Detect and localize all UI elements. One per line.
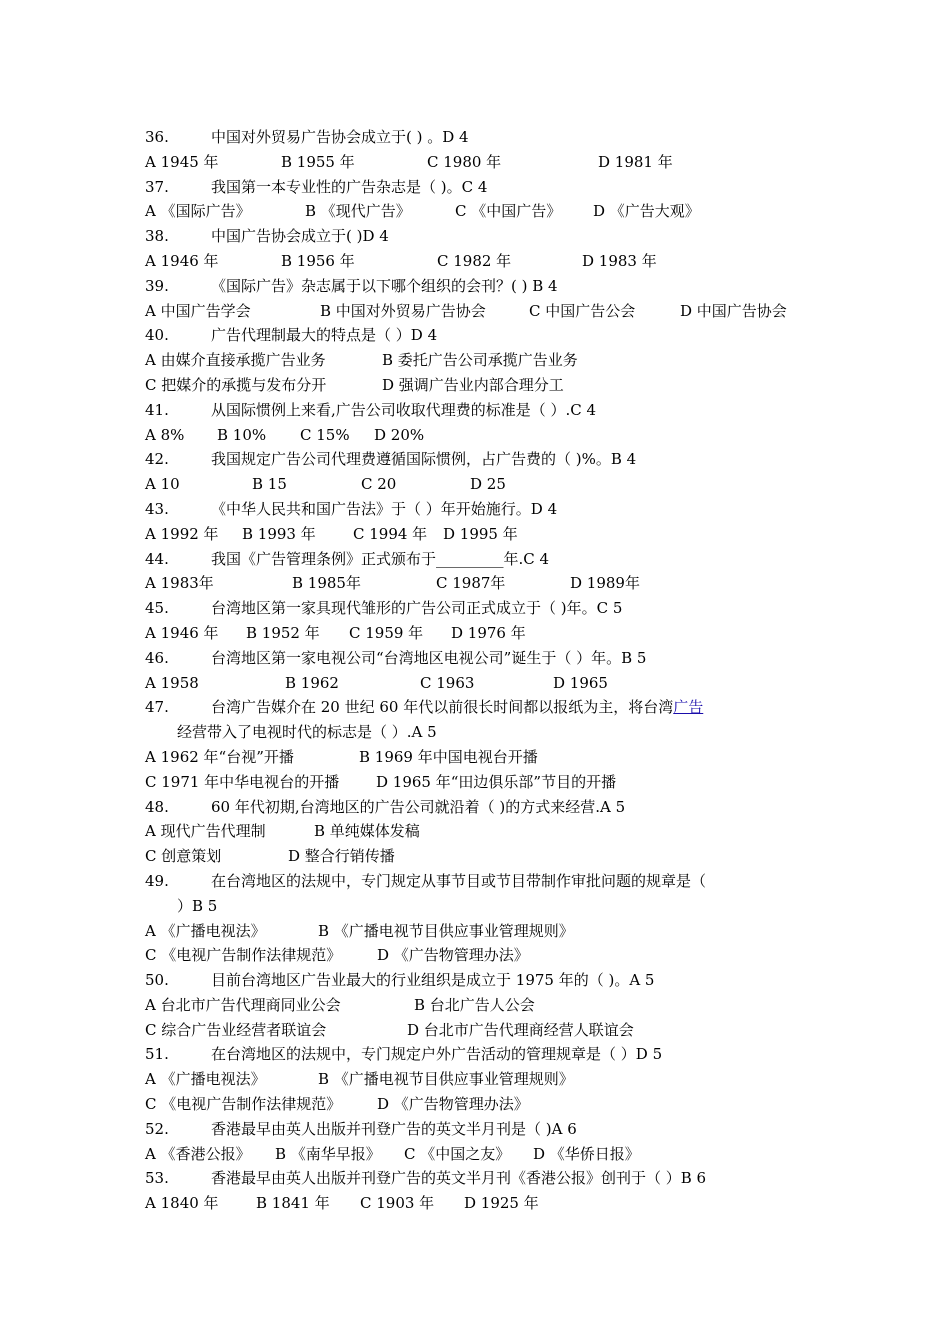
answer-option: D 《广告物管理办法》: [377, 946, 529, 965]
question-number: 51.: [145, 1045, 169, 1064]
answer-option: D 《广告物管理办法》: [377, 1095, 529, 1114]
answer-option: D 25: [470, 475, 506, 494]
answer-option: D 台北市广告代理商经营人联谊会: [407, 1020, 634, 1039]
question-block: [145, 547, 815, 597]
question-number: 38.: [145, 227, 169, 246]
question-text-continued: ）B 5: [177, 896, 218, 915]
answer-option: D 1981 年: [598, 152, 673, 171]
answer-option: B 1969 年中国电视台开播: [359, 747, 538, 766]
answer-option: C 1903 年: [360, 1194, 435, 1213]
question-text: 广告代理制最大的特点是（ ）D 4: [211, 326, 438, 345]
answer-option: D 1965 年“田边俱乐部”节目的开播: [376, 772, 617, 791]
options-row: [145, 844, 815, 869]
question-line: [145, 869, 815, 919]
answer-option: B 台北广告人公会: [414, 995, 535, 1014]
answer-option: C 综合广告业经营者联谊会: [145, 1020, 327, 1039]
options-row: [145, 249, 815, 274]
answer-option: C 把媒介的承揽与发布分开: [145, 375, 327, 394]
question-block: [145, 224, 815, 274]
question-line: [145, 224, 815, 249]
answer-option: B 1993 年: [242, 524, 316, 543]
options-row: [145, 745, 815, 770]
answer-option: A 1840 年: [145, 1194, 219, 1213]
options-row: [145, 919, 815, 944]
answer-option: B 10%: [217, 425, 267, 444]
question-text: 我国《广告管理条例》正式颁布于_________年.C 4: [211, 549, 550, 568]
question-line: [145, 968, 815, 993]
question-line: [145, 596, 815, 621]
options-row: [145, 621, 815, 646]
answer-option: D 1989年: [570, 574, 640, 593]
answer-option: B 1955 年: [281, 152, 355, 171]
question-line: [145, 175, 815, 200]
answer-option: C 1980 年: [427, 152, 502, 171]
options-row: [145, 472, 815, 497]
options-row: [145, 423, 815, 448]
answer-option: D 整合行销传播: [288, 847, 395, 866]
question-text: 我国第一本专业性的广告杂志是（ )。C 4: [211, 177, 488, 196]
question-block: [145, 447, 815, 497]
question-block: [145, 274, 815, 324]
answer-option: D 20%: [374, 425, 425, 444]
answer-option: D 1983 年: [582, 251, 657, 270]
options-row: [145, 1092, 815, 1117]
question-list: [145, 125, 815, 1216]
options-row: [145, 943, 815, 968]
answer-option: B 15: [252, 475, 287, 494]
question-line: [145, 274, 815, 299]
answer-option: A 1946 年: [145, 251, 219, 270]
answer-option: C 中国广告公会: [529, 301, 636, 320]
answer-option: A 《香港公报》: [145, 1144, 251, 1163]
answer-option: B 《现代广告》: [305, 202, 411, 221]
options-row: [145, 1018, 815, 1043]
question-text: 《国际广告》杂志属于以下哪个组织的会刊？( ) B 4: [211, 276, 558, 295]
answer-option: C 《电视广告制作法律规范》: [145, 1095, 342, 1114]
question-text: 从国际惯例上来看,广告公司收取代理费的标准是（ ）.C 4: [211, 400, 597, 419]
question-block: [145, 869, 815, 968]
question-line: [145, 398, 815, 423]
question-text: 台湾地区第一家具现代雏形的广告公司正式成立于（ )年。C 5: [211, 599, 623, 618]
options-row: [145, 150, 815, 175]
answer-option: B 委托广告公司承揽广告业务: [382, 351, 578, 370]
answer-option: A 《国际广告》: [145, 202, 251, 221]
answer-option: A 台北市广告代理商同业公会: [145, 995, 341, 1014]
options-row: [145, 348, 815, 373]
question-line: [145, 695, 815, 745]
question-line: [145, 447, 815, 472]
question-line: [145, 323, 815, 348]
question-number: 41.: [145, 400, 169, 419]
question-number: 49.: [145, 871, 169, 890]
question-block: [145, 596, 815, 646]
answer-option: C 《中国之友》: [404, 1144, 511, 1163]
question-number: 44.: [145, 549, 169, 568]
answer-option: C 1987年: [436, 574, 506, 593]
answer-option: A 中国广告学会: [145, 301, 251, 320]
answer-option: A 1958: [145, 673, 199, 692]
question-line: [145, 547, 815, 572]
question-text: 香港最早由英人出版并刊登广告的英文半月刊《香港公报》创刊于（ ）B 6: [211, 1169, 707, 1188]
question-number: 40.: [145, 326, 169, 345]
answer-option: B 《广播电视节目供应事业管理规则》: [318, 1070, 574, 1089]
options-row: [145, 571, 815, 596]
answer-option: A 1962 年“台视”开播: [145, 747, 294, 766]
options-row: [145, 671, 815, 696]
question-number: 52.: [145, 1119, 169, 1138]
question-number: 46.: [145, 648, 169, 667]
options-row: [145, 522, 815, 547]
answer-option: B 1962: [285, 673, 339, 692]
answer-option: C 1994 年: [353, 524, 428, 543]
answer-option: A 由媒介直接承揽广告业务: [145, 351, 326, 370]
answer-option: C 创意策划: [145, 847, 222, 866]
answer-option: C 1982 年: [437, 251, 512, 270]
question-number: 37.: [145, 177, 169, 196]
answer-option: A 《广播电视法》: [145, 1070, 266, 1089]
answer-option: D 《广告大观》: [593, 202, 700, 221]
question-line: [145, 1042, 815, 1067]
answer-option: B 中国对外贸易广告协会: [320, 301, 486, 320]
question-text-continued: 经营带入了电视时代的标志是（ ）.A 5: [177, 723, 437, 742]
options-row: [145, 199, 815, 224]
answer-option: D 1976 年: [451, 623, 526, 642]
question-text: 60 年代初期,台湾地区的广告公司就沿着（ )的方式来经营.A 5: [211, 797, 626, 816]
answer-option: D 1965: [553, 673, 608, 692]
question-number: 36.: [145, 128, 169, 146]
answer-option: A 1946 年: [145, 623, 219, 642]
answer-option: C 1963: [420, 673, 475, 692]
question-text: 我国规定广告公司代理费遵循国际惯例，占广告费的（ )%。B 4: [211, 450, 637, 469]
answer-option: D 《华侨日报》: [533, 1144, 640, 1163]
answer-option: A 8%: [145, 425, 185, 444]
question-block: [145, 125, 815, 175]
question-number: 45.: [145, 599, 169, 618]
options-row: [145, 993, 815, 1018]
answer-option: A 10: [145, 475, 180, 494]
answer-option: D 强调广告业内部合理分工: [382, 375, 564, 394]
question-text: 目前台湾地区广告业最大的行业组织是成立于 1975 年的（ )。A 5: [211, 971, 655, 990]
question-number: 39.: [145, 276, 169, 295]
options-row: [145, 1067, 815, 1092]
answer-option: A 1992 年: [145, 524, 219, 543]
question-number: 47.: [145, 698, 169, 717]
question-number: 50.: [145, 971, 169, 990]
answer-option: B 《南华早报》: [275, 1144, 381, 1163]
answer-option: A 1983年: [145, 574, 214, 593]
answer-option: B 《广播电视节目供应事业管理规则》: [318, 921, 574, 940]
question-block: [145, 1117, 815, 1167]
question-number: 43.: [145, 499, 169, 518]
answer-option: D 1925 年: [464, 1194, 539, 1213]
question-text: 中国广告协会成立于( )D 4: [211, 227, 389, 246]
question-text: 在台湾地区的法规中，专门规定户外广告活动的管理规章是（ ）D 5: [211, 1045, 663, 1064]
options-row: [145, 299, 815, 324]
question-line: [145, 1166, 815, 1191]
answer-option: C 15%: [300, 425, 350, 444]
question-number: 53.: [145, 1169, 169, 1188]
hyperlink[interactable]: 广告: [673, 698, 704, 717]
answer-option: B 1841 年: [256, 1194, 330, 1213]
question-block: [145, 695, 815, 794]
question-number: 42.: [145, 450, 169, 469]
answer-option: B 1952 年: [246, 623, 320, 642]
answer-option: C 1971 年中华电视台的开播: [145, 772, 340, 791]
question-text: 《中华人民共和国广告法》于（ ）年开始施行。D 4: [211, 499, 558, 518]
question-text: 台湾广告媒介在 20 世纪 60 年代以前很长时间都以报纸为主，将台湾: [211, 698, 674, 717]
question-block: [145, 1166, 815, 1216]
options-row: [145, 770, 815, 795]
answer-option: D 中国广告协会: [680, 301, 787, 320]
question-block: [145, 1042, 815, 1116]
question-line: [145, 646, 815, 671]
options-row: [145, 819, 815, 844]
answer-option: A 1945 年: [145, 152, 219, 171]
answer-option: C 《中国广告》: [455, 202, 562, 221]
question-block: [145, 323, 815, 397]
question-line: [145, 125, 815, 150]
question-block: [145, 646, 815, 696]
answer-option: C 20: [361, 475, 397, 494]
question-text: 香港最早由英人出版并刊登广告的英文半月刊是（ )A 6: [211, 1119, 577, 1138]
answer-option: B 单纯媒体发稿: [314, 822, 420, 841]
question-line: [145, 1117, 815, 1142]
answer-option: A 《广播电视法》: [145, 921, 266, 940]
answer-option: A 现代广告代理制: [145, 822, 266, 841]
question-block: [145, 175, 815, 225]
options-row: [145, 1191, 815, 1216]
question-line: [145, 497, 815, 522]
answer-option: C 1959 年: [349, 623, 424, 642]
question-block: [145, 398, 815, 448]
answer-option: C 《电视广告制作法律规范》: [145, 946, 342, 965]
answer-option: D 1995 年: [443, 524, 518, 543]
answer-option: B 1985年: [292, 574, 361, 593]
question-text: 台湾地区第一家电视公司“台湾地区电视公司”诞生于（ ）年。B 5: [211, 648, 647, 667]
answer-option: B 1956 年: [281, 251, 355, 270]
question-block: [145, 497, 815, 547]
question-text: 在台湾地区的法规中，专门规定从事节目或节目带制作审批问题的规章是（: [211, 871, 707, 890]
options-row: [145, 373, 815, 398]
question-block: [145, 968, 815, 1042]
options-row: [145, 1142, 815, 1167]
question-text: 中国对外贸易广告协会成立于( ) 。D 4: [211, 128, 469, 146]
question-block: [145, 795, 815, 869]
question-number: 48.: [145, 797, 169, 816]
question-line: [145, 795, 815, 820]
